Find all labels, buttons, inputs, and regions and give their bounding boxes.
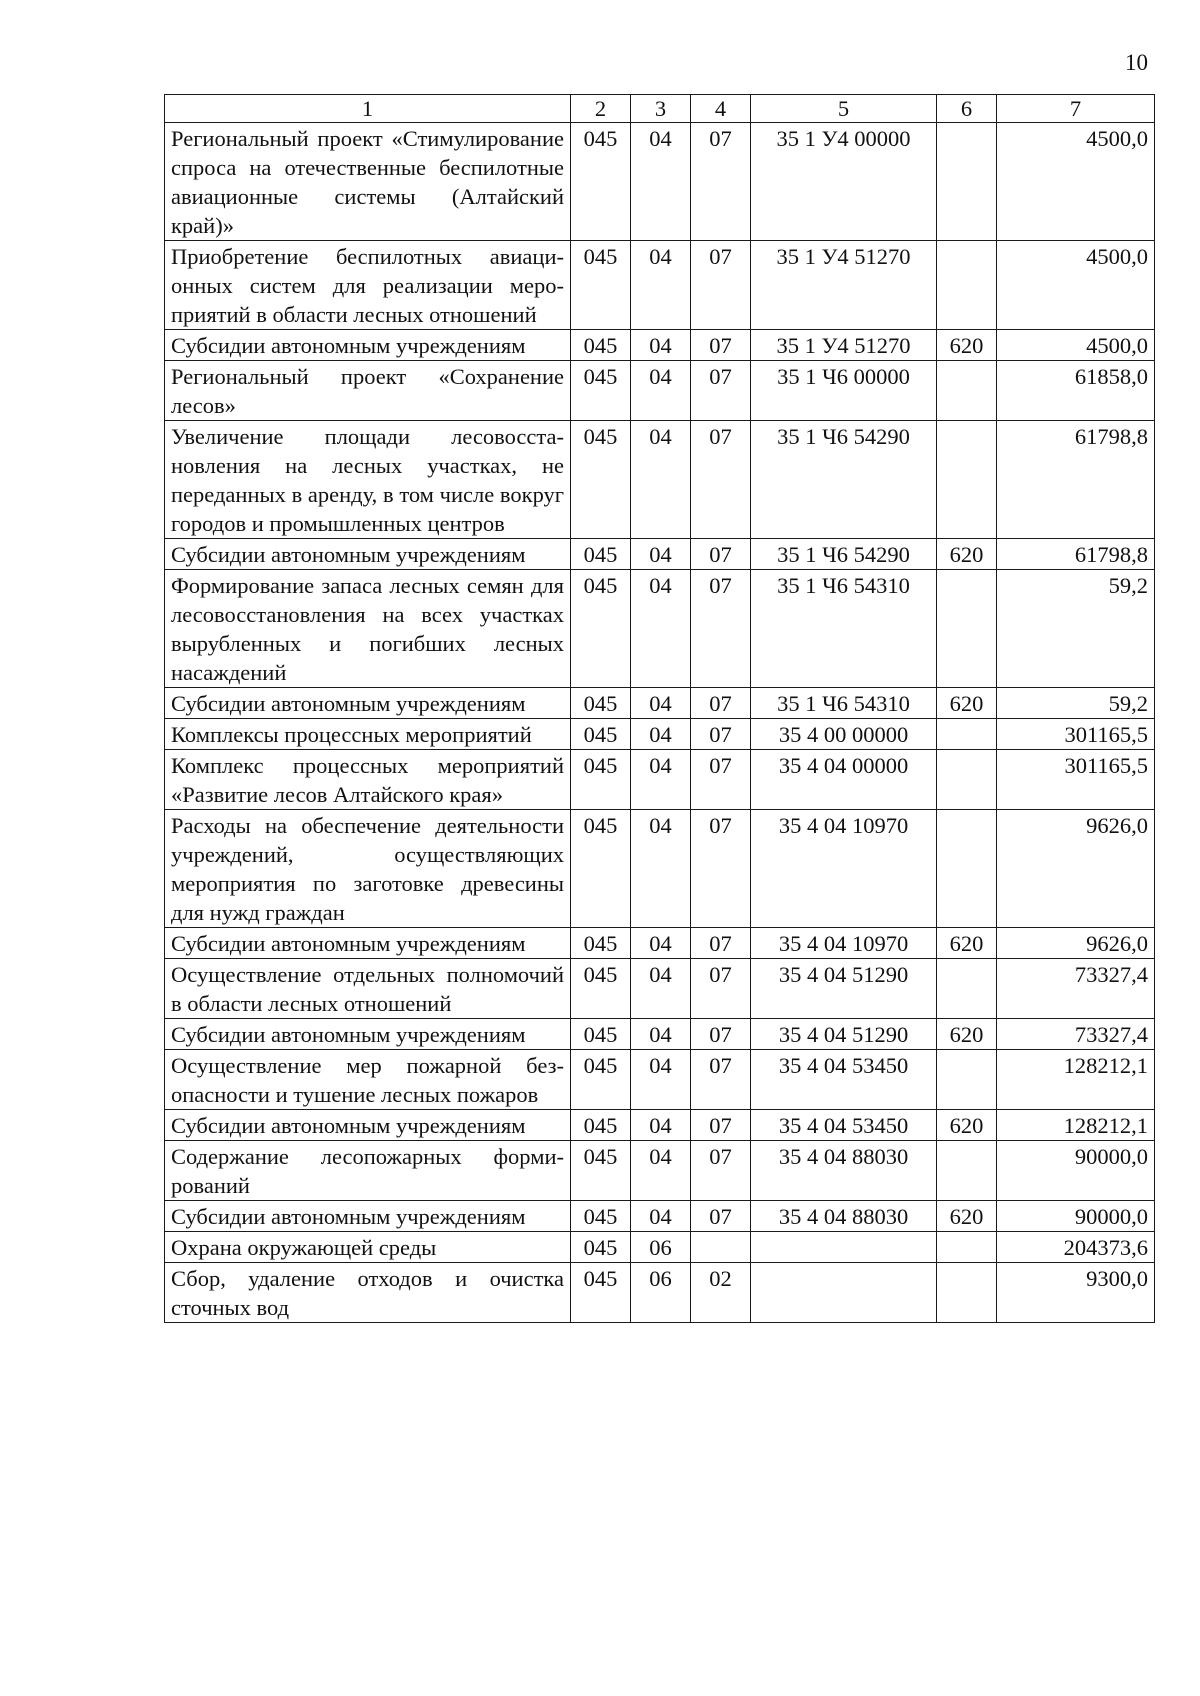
column-header: 1 [165,95,571,123]
amount-cell: 4500,0 [997,123,1155,241]
subsection-cell [691,1232,751,1263]
section-cell: 04 [631,1019,691,1050]
expense-type-cell: 620 [937,330,997,361]
expense-type-cell [937,570,997,688]
admin-code-cell: 045 [571,1050,631,1110]
table-row [165,1232,1155,1263]
column-header: 5 [751,95,937,123]
column-header: 4 [691,95,751,123]
table-row [165,1050,1155,1110]
target-article-cell: 35 4 00 00000 [751,719,937,750]
target-article-cell: 35 1 У4 51270 [751,241,937,330]
expense-type-cell: 620 [937,1201,997,1232]
admin-code-cell: 045 [571,750,631,810]
target-article-cell: 35 4 04 51290 [751,1019,937,1050]
column-header: 2 [571,95,631,123]
row-name-cell: Региональный проект «Стимулирование спроса на отечественные беспилотные авиационные системы (Алтайский край)» [165,123,571,241]
column-header: 7 [997,95,1155,123]
subsection-cell: 02 [691,1263,751,1323]
row-name-cell: Охрана окружающей среды [165,1232,571,1263]
section-cell: 04 [631,361,691,421]
table-row [165,539,1155,570]
expense-type-cell: 620 [937,928,997,959]
subsection-cell: 07 [691,810,751,928]
expense-type-cell [937,959,997,1019]
admin-code-cell: 045 [571,241,631,330]
section-cell: 04 [631,1141,691,1201]
target-article-cell [751,1232,937,1263]
subsection-cell: 07 [691,1050,751,1110]
amount-cell: 59,2 [997,570,1155,688]
row-name-cell: Осуществление отдельных полномочий в области лесных отношений [165,959,571,1019]
subsection-cell: 07 [691,330,751,361]
table-row [165,1201,1155,1232]
subsection-cell: 07 [691,570,751,688]
admin-code-cell: 045 [571,959,631,1019]
section-cell: 04 [631,330,691,361]
admin-code-cell: 045 [571,1232,631,1263]
subsection-cell: 07 [691,750,751,810]
target-article-cell: 35 4 04 53450 [751,1050,937,1110]
table-row [165,959,1155,1019]
target-article-cell: 35 1 Ч6 54310 [751,688,937,719]
section-cell: 04 [631,810,691,928]
row-name-cell: Увеличение площади лесовосстановления на лесных участках, не переданных в аренду, в том числе вокруг городов и промышленных центров [165,421,571,539]
admin-code-cell: 045 [571,688,631,719]
amount-cell: 61858,0 [997,361,1155,421]
subsection-cell: 07 [691,241,751,330]
target-article-cell: 35 1 Ч6 54290 [751,539,937,570]
amount-cell: 73327,4 [997,1019,1155,1050]
table-row [165,570,1155,688]
expense-type-cell: 620 [937,688,997,719]
budget-table [164,94,1155,1323]
amount-cell: 204373,6 [997,1232,1155,1263]
expense-type-cell [937,1141,997,1201]
amount-cell: 90000,0 [997,1201,1155,1232]
admin-code-cell: 045 [571,361,631,421]
target-article-cell: 35 4 04 10970 [751,810,937,928]
admin-code-cell: 045 [571,539,631,570]
admin-code-cell: 045 [571,421,631,539]
table-row [165,421,1155,539]
amount-cell: 61798,8 [997,421,1155,539]
subsection-cell: 07 [691,928,751,959]
section-cell: 04 [631,123,691,241]
row-name-cell: Приобретение беспилотных авиационных систем для реализации мероприятий в области лесных отношений [165,241,571,330]
subsection-cell: 07 [691,719,751,750]
expense-type-cell [937,361,997,421]
expense-type-cell: 620 [937,539,997,570]
admin-code-cell: 045 [571,1263,631,1323]
table-row [165,1263,1155,1323]
admin-code-cell: 045 [571,1019,631,1050]
amount-cell: 128212,1 [997,1110,1155,1141]
admin-code-cell: 045 [571,719,631,750]
row-name-cell: Формирование запаса лесных семян для лесовосстановления на всех участках вырубленных и погибших лесных насаждений [165,570,571,688]
admin-code-cell: 045 [571,1201,631,1232]
amount-cell: 90000,0 [997,1141,1155,1201]
section-cell: 04 [631,539,691,570]
amount-cell: 4500,0 [997,330,1155,361]
table-row [165,1110,1155,1141]
row-name-cell: Субсидии автономным учреждениям [165,928,571,959]
table-row [165,719,1155,750]
section-cell: 04 [631,421,691,539]
section-cell: 04 [631,959,691,1019]
subsection-cell: 07 [691,1141,751,1201]
section-cell: 06 [631,1232,691,1263]
table-row [165,750,1155,810]
row-name-cell: Субсидии автономным учреждениям [165,1201,571,1232]
row-name-cell: Субсидии автономным учреждениям [165,539,571,570]
section-cell: 06 [631,1263,691,1323]
amount-cell: 61798,8 [997,539,1155,570]
table-row [165,361,1155,421]
target-article-cell: 35 4 04 00000 [751,750,937,810]
row-name-cell: Субсидии автономным учреждениям [165,330,571,361]
amount-cell: 9626,0 [997,810,1155,928]
amount-cell: 301165,5 [997,750,1155,810]
admin-code-cell: 045 [571,570,631,688]
table-row [165,1019,1155,1050]
expense-type-cell: 620 [937,1110,997,1141]
row-name-cell: Комплекс процессных мероприятий «Развитие лесов Алтайского края» [165,750,571,810]
amount-cell: 4500,0 [997,241,1155,330]
subsection-cell: 07 [691,361,751,421]
admin-code-cell: 045 [571,810,631,928]
target-article-cell: 35 4 04 88030 [751,1201,937,1232]
section-cell: 04 [631,928,691,959]
row-name-cell: Региональный проект «Сохранение лесов» [165,361,571,421]
table-row [165,330,1155,361]
row-name-cell: Расходы на обеспечение деятельности учреждений, осуществляющих мероприятия по заготовке древесины для нужд граждан [165,810,571,928]
row-name-cell: Субсидии автономным учреждениям [165,1019,571,1050]
admin-code-cell: 045 [571,1110,631,1141]
amount-cell: 301165,5 [997,719,1155,750]
row-name-cell: Сбор, удаление отходов и очистка сточных вод [165,1263,571,1323]
row-name-cell: Субсидии автономным учреждениям [165,1110,571,1141]
expense-type-cell [937,750,997,810]
table-row [165,928,1155,959]
table-body [165,123,1155,1323]
target-article-cell: 35 1 Ч6 54310 [751,570,937,688]
expense-type-cell [937,1263,997,1323]
expense-type-cell [937,421,997,539]
expense-type-cell [937,1232,997,1263]
amount-cell: 59,2 [997,688,1155,719]
target-article-cell: 35 1 Ч6 00000 [751,361,937,421]
expense-type-cell [937,241,997,330]
section-cell: 04 [631,750,691,810]
table-row [165,810,1155,928]
row-name-cell: Осуществление мер пожарной безопасности и тушение лесных пожаров [165,1050,571,1110]
section-cell: 04 [631,1201,691,1232]
section-cell: 04 [631,1110,691,1141]
subsection-cell: 07 [691,959,751,1019]
target-article-cell: 35 4 04 10970 [751,928,937,959]
section-cell: 04 [631,241,691,330]
admin-code-cell: 045 [571,1141,631,1201]
amount-cell: 9300,0 [997,1263,1155,1323]
subsection-cell: 07 [691,421,751,539]
admin-code-cell: 045 [571,330,631,361]
section-cell: 04 [631,719,691,750]
admin-code-cell: 045 [571,123,631,241]
target-article-cell: 35 1 Ч6 54290 [751,421,937,539]
table-row [165,688,1155,719]
admin-code-cell: 045 [571,928,631,959]
table-row [165,241,1155,330]
expense-type-cell [937,810,997,928]
column-header: 3 [631,95,691,123]
row-name-cell: Комплексы процессных мероприятий [165,719,571,750]
amount-cell: 128212,1 [997,1050,1155,1110]
subsection-cell: 07 [691,1201,751,1232]
target-article-cell: 35 1 У4 51270 [751,330,937,361]
amount-cell: 9626,0 [997,928,1155,959]
target-article-cell: 35 4 04 51290 [751,959,937,1019]
section-cell: 04 [631,570,691,688]
row-name-cell: Содержание лесопожарных формирований [165,1141,571,1201]
subsection-cell: 07 [691,123,751,241]
page-number: 10 [1125,50,1148,75]
expense-type-cell [937,123,997,241]
target-article-cell: 35 1 У4 00000 [751,123,937,241]
amount-cell: 73327,4 [997,959,1155,1019]
target-article-cell [751,1263,937,1323]
table-header-row [165,95,1155,123]
section-cell: 04 [631,688,691,719]
target-article-cell: 35 4 04 88030 [751,1141,937,1201]
subsection-cell: 07 [691,1019,751,1050]
section-cell: 04 [631,1050,691,1110]
expense-type-cell [937,1050,997,1110]
target-article-cell: 35 4 04 53450 [751,1110,937,1141]
subsection-cell: 07 [691,688,751,719]
table-row [165,123,1155,241]
table-row [165,1141,1155,1201]
row-name-cell: Субсидии автономным учреждениям [165,688,571,719]
expense-type-cell [937,719,997,750]
column-header: 6 [937,95,997,123]
expense-type-cell: 620 [937,1019,997,1050]
subsection-cell: 07 [691,1110,751,1141]
subsection-cell: 07 [691,539,751,570]
